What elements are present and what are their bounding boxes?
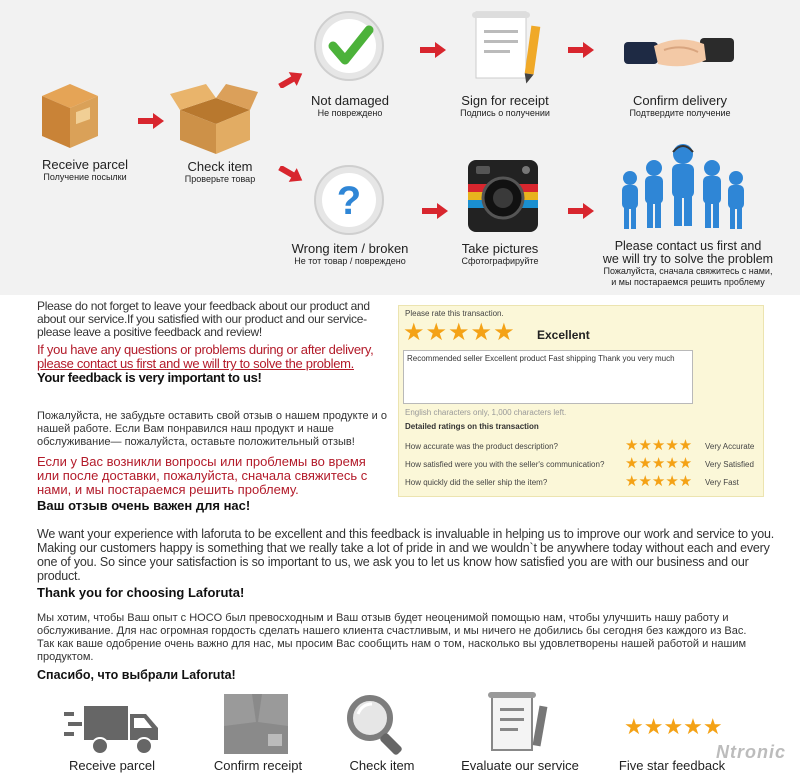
detail-stars-3-icon: ★★★★★ — [625, 473, 693, 490]
feedback-en-text: Please do not forget to leave your feedback about our product and about our service.If you satisfied with our product and our service- please leave a positive feedback and review! — [37, 299, 370, 339]
rating-screenshot — [398, 305, 764, 497]
delivery-truck-icon — [64, 704, 160, 756]
arrow-up-right-icon — [278, 72, 304, 88]
receipt-pen-icon — [470, 8, 546, 86]
rating-prompt: Please rate this transaction. — [405, 309, 504, 318]
question-mark-icon — [313, 164, 385, 236]
feedback-en-warning — [37, 343, 387, 371]
step-receive-parcel: Receive parcel Получение посылки — [42, 157, 128, 182]
detail-a2: Very Satisfied — [705, 460, 754, 469]
five-stars-icon: ★★★★★ — [624, 714, 723, 739]
step-not-damaged: Not damaged Не повреждено — [310, 93, 390, 118]
feedback-ru-important: Ваш отзыв очень важен для нас! — [37, 498, 251, 513]
thanks-paragraph-ru: Мы хотим, чтобы Ваш опыт с HOCO был превосходным и Ваш отзыв будет неоценимой помощью нам, чтобы улучшить нашу работу и обслуживание. Для нас огромная гордость сделать нашего клиента счастливым, и мы ничего не добились бы сегодня без каждого из Вас. Так как ваше одобрение очень важно для нас, мы просим Вас сообщить нам о том, насколько вы удовлетворены нашей работой и нашим продуктом. — [37, 612, 747, 663]
svg-text:?: ? — [336, 179, 362, 223]
detail-title: Detailed ratings on this transaction — [405, 422, 539, 431]
detail-stars-1-icon: ★★★★★ — [625, 437, 693, 454]
arrow-right-icon — [568, 42, 594, 58]
thanks-title-ru: Спасибо, что выбрали Laforuta! — [37, 668, 236, 682]
warning-line-1: If you have any questions or problems during or after delivery, — [37, 342, 374, 357]
bottom-receive-parcel: Receive parcel — [69, 758, 155, 773]
watermark-logo: Ntronic — [716, 742, 786, 762]
char-note: English characters only, 1,000 characters left. — [405, 408, 567, 417]
step-confirm-delivery: Confirm delivery Подтвердите получение — [629, 93, 731, 118]
step-check-item: Check item Проверьте товар — [184, 159, 256, 184]
rating-stars-icon: ★★★★★ — [403, 319, 516, 346]
bottom-evaluate-service: Evaluate our service — [461, 758, 579, 773]
step-wrong-item: Wrong item / broken Не тот товар / повреждено — [291, 241, 409, 266]
bottom-five-star: Five star feedback — [618, 758, 726, 773]
detail-a3: Very Fast — [705, 478, 739, 487]
detail-q1: How accurate was the product description? — [405, 442, 558, 451]
step-take-pictures: Take pictures Сфотографируйте — [461, 241, 539, 266]
feedback-ru-warning: Если у Вас возникли вопросы или проблемы во время или после доставки, пожалуйста, сначала свяжитесь с нами, и мы постараемся решить проблему. — [37, 454, 368, 497]
feedback-ru-text: Пожалуйста, не забудьте оставить свой отзыв о нашем продукте и о нашей работе. Если Вам понравился наш продукт и наше обслуживание— пожалуйста, оставьте положительный отзыв! — [37, 410, 387, 448]
checkmark-icon — [313, 10, 385, 82]
parcel-box-icon — [38, 78, 102, 152]
open-box-icon — [170, 80, 260, 156]
magnifier-icon — [344, 692, 414, 758]
arrow-right-icon — [422, 203, 448, 219]
bottom-confirm-receipt: Confirm receipt — [213, 758, 303, 773]
comment-box: Recommended seller Excellent product Fast shipping Thank you very much — [403, 350, 693, 404]
warning-line-2: please contact us first and we will try to solve the problem. — [37, 356, 354, 371]
rating-label: Excellent — [537, 328, 590, 342]
feedback-ru-block — [37, 410, 387, 512]
detail-a1: Very Accurate — [705, 442, 755, 451]
detail-stars-2-icon: ★★★★★ — [625, 455, 693, 472]
support-team-icon — [608, 140, 758, 238]
arrow-right-icon — [138, 113, 164, 129]
camera-icon — [466, 156, 540, 234]
handshake-icon — [624, 20, 734, 82]
step-contact-us: Please contact us first and we will try to solve the problem Пожалуйста, сначала свяжитесь с нами, и мы постараемся решить проблему — [602, 239, 774, 287]
thanks-title-en: Thank you for choosing Laforuta! — [37, 585, 245, 600]
evaluate-form-icon — [488, 690, 552, 756]
arrow-right-icon — [420, 42, 446, 58]
bottom-check-item: Check item — [349, 758, 415, 773]
detail-q3: How quickly did the seller ship the item? — [405, 478, 548, 487]
feedback-en-block — [37, 300, 387, 384]
step-sign-receipt: Sign for receipt Подпись о получении — [460, 93, 550, 118]
detail-q2: How satisfied were you with the seller's communication? — [405, 460, 605, 469]
thanks-paragraph-en: We want your experience with laforuta to be excellent and this feedback is invaluable in helping us to improve our work and service to you. Making our customers happy is something that we really take a lot of pride in and we wouldn`t be anywhere today without each and every one of you. So since your satisfaction is so important to us, we ask you to let us know how satisfied you are with our business and our product. — [37, 527, 774, 583]
arrow-right-icon — [568, 203, 594, 219]
feedback-en-important: Your feedback is very important to us! — [37, 370, 262, 385]
box-confirm-icon — [222, 692, 290, 756]
arrow-down-right-icon — [278, 166, 304, 182]
